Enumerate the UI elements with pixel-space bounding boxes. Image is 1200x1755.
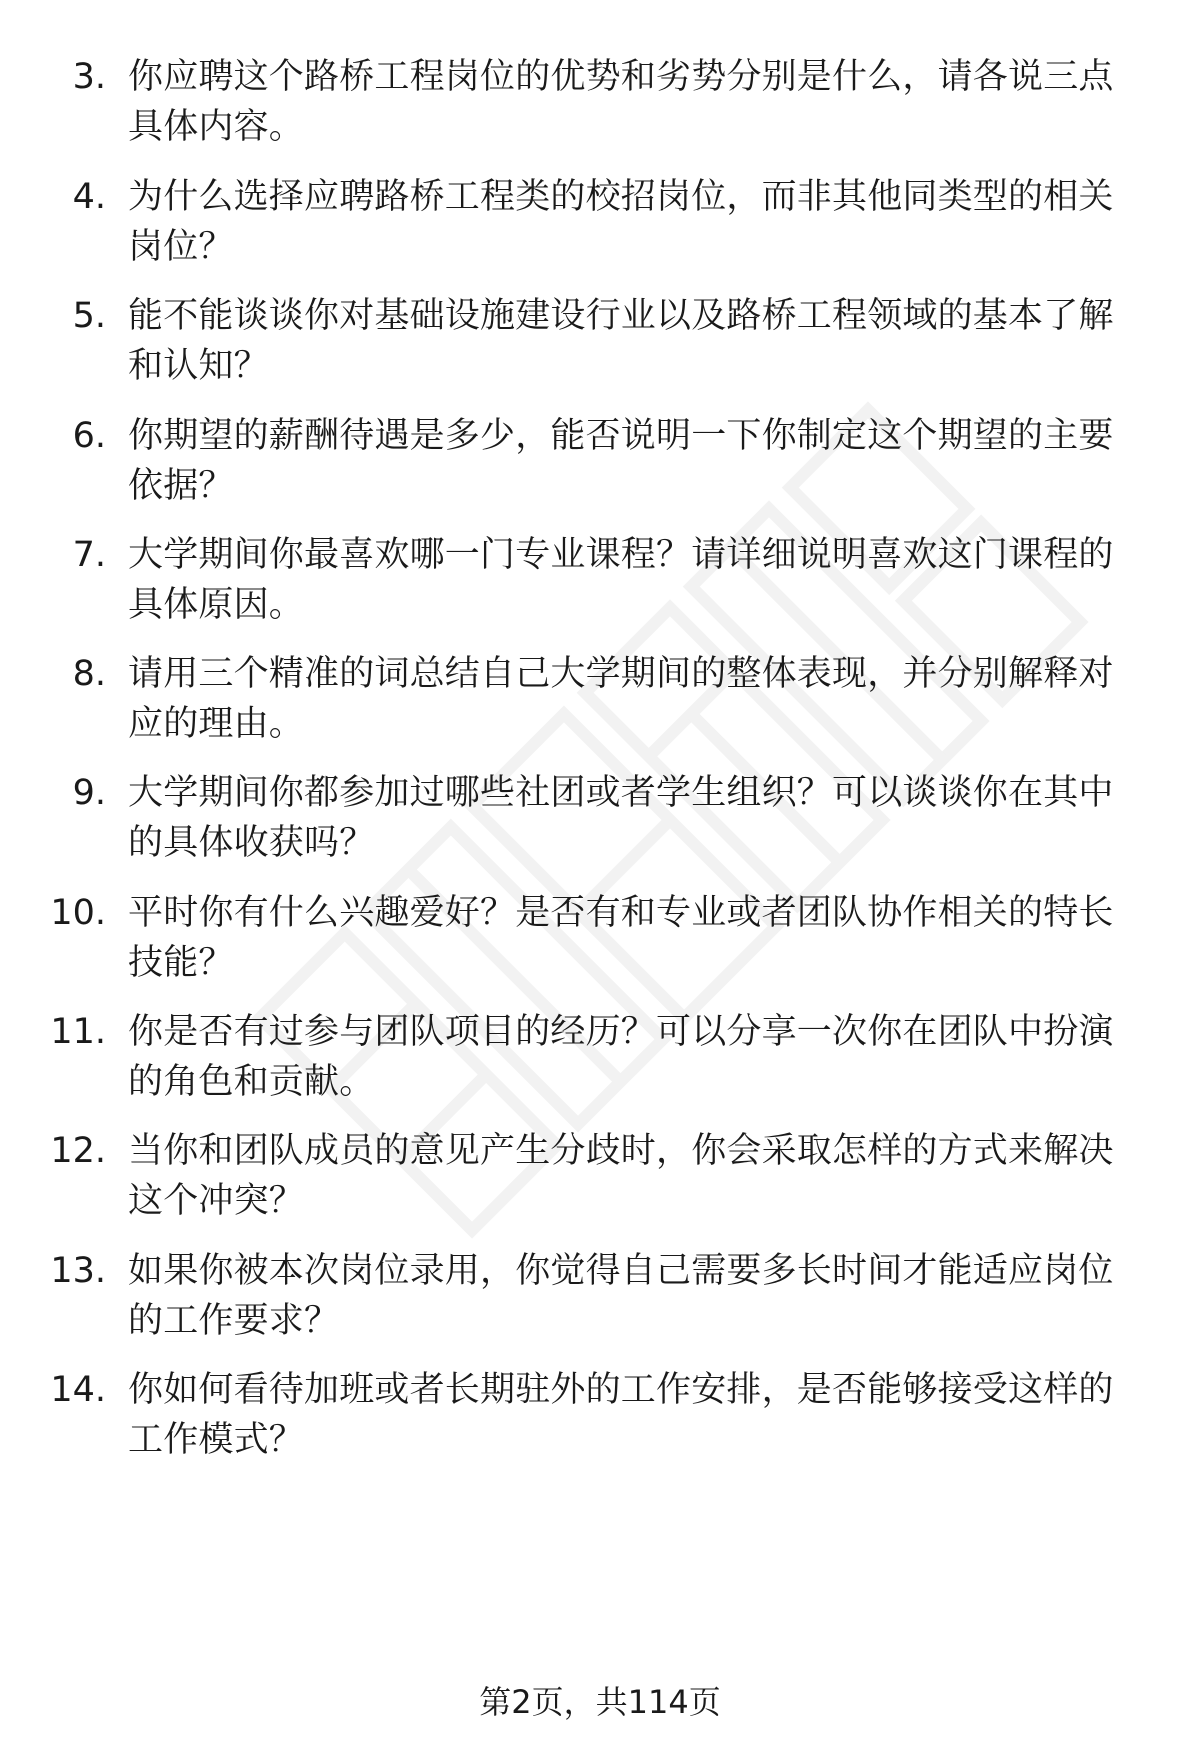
- question-number: 6.: [72, 416, 106, 456]
- question-text: 你是否有过参与团队项目的经历？可以分享一次你在团队中扮演的角色和贡献。: [128, 1012, 1114, 1102]
- question-number: 9.: [72, 773, 106, 813]
- question-item: [0, 411, 1200, 511]
- question-number: 5.: [72, 296, 106, 336]
- question-text: 如果你被本次岗位录用，你觉得自己需要多长时间才能适应岗位的工作要求？: [128, 1251, 1114, 1341]
- question-item: [0, 1365, 1200, 1465]
- question-number: 11.: [50, 1012, 106, 1052]
- question-number: 13.: [50, 1251, 106, 1291]
- page-footer: 第2页，共114页: [479, 1683, 721, 1721]
- question-text: 当你和团队成员的意见产生分歧时，你会采取怎样的方式来解决这个冲突？: [128, 1131, 1114, 1221]
- question-text: 为什么选择应聘路桥工程类的校招岗位，而非其他同类型的相关岗位？: [128, 177, 1114, 267]
- question-item: [0, 888, 1200, 988]
- question-item: [0, 768, 1200, 868]
- question-text: 大学期间你最喜欢哪一门专业课程？请详细说明喜欢这门课程的具体原因。: [128, 535, 1114, 625]
- question-text: 你期望的薪酬待遇是多少，能否说明一下你制定这个期望的主要依据？: [128, 416, 1114, 506]
- question-item: [0, 1007, 1200, 1107]
- question-item: [0, 649, 1200, 749]
- question-number: 8.: [72, 654, 106, 694]
- question-item: [0, 530, 1200, 630]
- question-number: 3.: [72, 57, 106, 97]
- question-text: 你应聘这个路桥工程岗位的优势和劣势分别是什么，请各说三点具体内容。: [128, 57, 1114, 147]
- question-text: 能不能谈谈你对基础设施建设行业以及路桥工程领域的基本了解和认知？: [128, 296, 1114, 386]
- question-text: 平时你有什么兴趣爱好？是否有和专业或者团队协作相关的特长技能？: [128, 893, 1114, 983]
- question-text: 你如何看待加班或者长期驻外的工作安排，是否能够接受这样的工作模式？: [128, 1370, 1114, 1460]
- question-item: [0, 172, 1200, 272]
- question-item: [0, 291, 1200, 391]
- question-text: 大学期间你都参加过哪些社团或者学生组织？可以谈谈你在其中的具体收获吗？: [128, 773, 1114, 863]
- question-item: [0, 1126, 1200, 1226]
- question-number: 10.: [50, 893, 106, 933]
- question-number: 12.: [50, 1131, 106, 1171]
- question-item: [0, 52, 1200, 152]
- question-text: 请用三个精准的词总结自己大学期间的整体表现，并分别解释对应的理由。: [128, 654, 1114, 744]
- question-number: 7.: [72, 535, 106, 575]
- question-item: [0, 1246, 1200, 1346]
- question-number: 14.: [50, 1370, 106, 1410]
- question-number: 4.: [72, 177, 106, 217]
